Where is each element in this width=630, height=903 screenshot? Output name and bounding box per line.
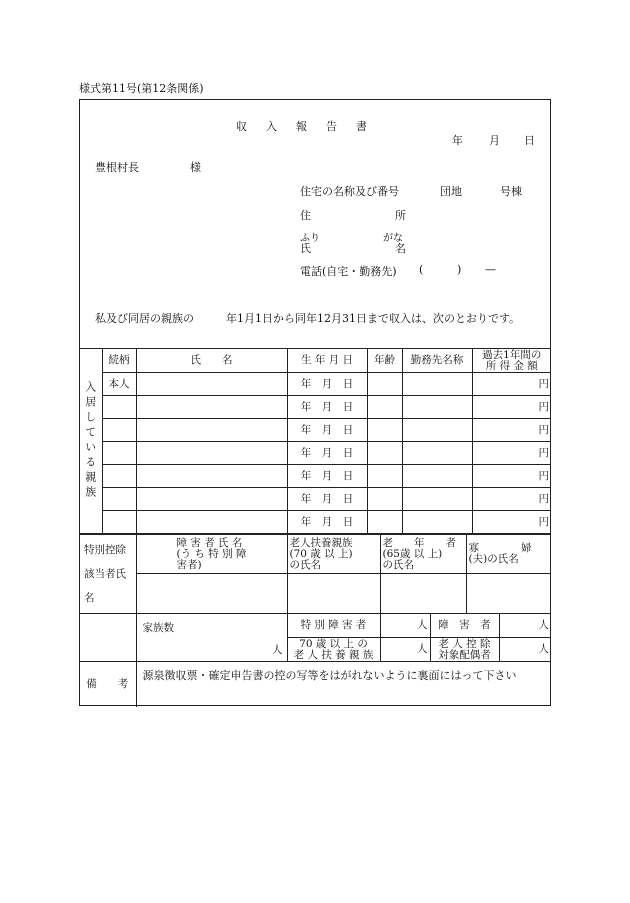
disabled-names-field[interactable] — [136, 574, 287, 614]
elderly-header — [380, 535, 466, 574]
disabled-count[interactable]: 人 — [499, 614, 551, 638]
name-cell[interactable] — [136, 511, 287, 534]
widow-header — [466, 535, 551, 574]
relation-cell[interactable] — [102, 465, 136, 488]
deduction-label-2: 該当者氏 — [84, 568, 126, 581]
header-income-line2: 所 得 金 額 — [485, 359, 538, 372]
name-cell[interactable] — [136, 419, 287, 442]
name-label-2: 名 — [395, 242, 406, 255]
table-row — [79, 488, 551, 511]
table-row — [79, 373, 551, 396]
age-cell[interactable] — [367, 373, 402, 396]
birthdate-cell[interactable]: 年 月 日 — [287, 396, 367, 419]
header-income — [472, 349, 551, 373]
birthdate-cell[interactable]: 年 月 日 — [287, 511, 367, 534]
address-label-1: 住 — [300, 209, 311, 222]
workplace-cell[interactable] — [402, 396, 472, 419]
birthdate-cell[interactable]: 年 月 日 — [287, 488, 367, 511]
disabled-header-3: 害者) — [176, 558, 202, 571]
elderly-names-field[interactable] — [380, 574, 466, 614]
disabled-header — [136, 535, 287, 574]
over70-label-1: 70 歳 以 上 の — [299, 637, 368, 650]
count-table — [79, 613, 551, 662]
elderly-dependent-1: 老人扶養親族 — [289, 536, 353, 549]
count-blank-cell — [79, 614, 136, 662]
widow-2: (夫)の氏名 — [468, 553, 519, 565]
family-side-label: 入居している親族 — [83, 381, 97, 501]
workplace-cell[interactable] — [402, 373, 472, 396]
statement-part2: 年1月1日から同年12月31日まで収入は、次のとおりです。 — [226, 312, 521, 325]
phone-paren-close: ) — [457, 263, 462, 276]
workplace-cell[interactable] — [402, 488, 472, 511]
elderly-2: (65歳 以 上) — [382, 547, 443, 560]
addressee-name: 豊根村長 — [95, 161, 139, 174]
birthdate-cell[interactable]: 年 月 日 — [287, 442, 367, 465]
remarks-label: 備 考 — [79, 662, 136, 707]
income-cell[interactable]: 円 — [472, 465, 551, 488]
form-number: 様式第11号(第12条関係) — [79, 82, 204, 95]
elderly-dependent-header — [287, 535, 380, 574]
age-cell[interactable] — [367, 396, 402, 419]
workplace-cell[interactable] — [402, 442, 472, 465]
header-birthdate: 生 年 月 日 — [287, 349, 367, 373]
phone-paren-open: ( — [419, 263, 424, 276]
deduction-table — [79, 534, 551, 614]
header-relation: 続柄 — [102, 349, 136, 373]
relation-cell[interactable] — [102, 488, 136, 511]
disabled-header-2: (う ち 特 別 障 — [176, 547, 247, 560]
income-cell[interactable]: 円 — [472, 396, 551, 419]
table-row — [79, 465, 551, 488]
income-cell[interactable]: 円 — [472, 419, 551, 442]
family-side-label-cell — [79, 349, 102, 534]
over70-count[interactable]: 人 — [380, 638, 430, 662]
header-income-line1: 過去1年間の — [482, 348, 542, 361]
family-count-unit: 人 — [272, 644, 283, 656]
phone-label: 電話(自宅・勤務先) — [300, 265, 397, 278]
elderly-spouse-label-2: 対象配偶者 — [438, 648, 491, 661]
elderly-spouse-count[interactable]: 人 — [499, 638, 551, 662]
header-age: 年齢 — [367, 349, 402, 373]
phone-dash: — — [485, 263, 496, 276]
over70-label-2: 老 人 扶 養 親 族 — [293, 648, 374, 661]
deduction-label-cell — [79, 535, 136, 614]
income-cell[interactable]: 円 — [472, 442, 551, 465]
addressee-honorific: 様 — [190, 161, 201, 174]
form-title: 収 入 報 告 書 — [236, 120, 371, 133]
birthdate-cell[interactable]: 年 月 日 — [287, 419, 367, 442]
relation-cell[interactable]: 本人 — [102, 373, 136, 396]
workplace-cell[interactable] — [402, 511, 472, 534]
date-month[interactable]: 月 — [489, 134, 500, 147]
relation-cell[interactable] — [102, 419, 136, 442]
age-cell[interactable] — [367, 488, 402, 511]
date-year[interactable]: 年 — [452, 134, 463, 147]
family-count-label: 家族数 — [142, 622, 174, 634]
name-cell[interactable] — [136, 442, 287, 465]
family-table — [79, 348, 551, 534]
family-count-cell[interactable] — [136, 614, 287, 662]
income-cell[interactable]: 円 — [472, 373, 551, 396]
deduction-label-3: 名 — [84, 592, 95, 605]
elderly-dependent-3: の氏名 — [289, 558, 321, 571]
relation-cell[interactable] — [102, 396, 136, 419]
disabled-label: 障 害 者 — [430, 614, 499, 638]
special-disabled-label: 特 別 障 害 者 — [287, 614, 380, 638]
elderly-1: 老 年 者 — [382, 536, 456, 549]
table-row — [79, 396, 551, 419]
name-cell[interactable] — [136, 396, 287, 419]
income-cell[interactable]: 円 — [472, 511, 551, 534]
housing-gou[interactable]: 号棟 — [500, 185, 522, 198]
income-cell[interactable]: 円 — [472, 488, 551, 511]
elderly-dependent-2: (70 歳 以 上) — [289, 547, 353, 560]
table-row — [79, 419, 551, 442]
housing-danchi[interactable]: 団地 — [440, 185, 462, 198]
widow-names-field[interactable] — [466, 574, 551, 614]
birthdate-cell[interactable]: 年 月 日 — [287, 465, 367, 488]
relation-cell[interactable] — [102, 442, 136, 465]
table-row — [79, 511, 551, 534]
age-cell[interactable] — [367, 442, 402, 465]
workplace-cell[interactable] — [402, 419, 472, 442]
elderly-spouse-label — [430, 638, 499, 662]
housing-label: 住宅の名称及び番号 — [300, 185, 399, 198]
age-cell[interactable] — [367, 419, 402, 442]
elderly-dependent-names-field[interactable] — [287, 574, 380, 614]
name-label-1: 氏 — [300, 242, 311, 255]
date-day[interactable]: 日 — [524, 134, 535, 147]
workplace-cell[interactable] — [402, 465, 472, 488]
name-cell[interactable] — [136, 373, 287, 396]
widow-1: 寡 婦 — [468, 542, 532, 554]
address-label-2: 所 — [395, 209, 406, 222]
over70-label — [287, 638, 380, 662]
elderly-3: の氏名 — [382, 558, 414, 571]
name-cell[interactable] — [136, 488, 287, 511]
age-cell[interactable] — [367, 465, 402, 488]
furigana-label-2: がな — [383, 233, 403, 244]
age-cell[interactable] — [367, 511, 402, 534]
header-name: 氏 名 — [136, 349, 287, 373]
elderly-spouse-label-1: 老 人 控 除 — [438, 637, 491, 650]
remarks-table — [79, 661, 551, 707]
relation-cell[interactable] — [102, 511, 136, 534]
deduction-label-1: 特別控除 — [84, 544, 126, 557]
furigana-label-1: ふり — [300, 233, 320, 244]
remarks-text[interactable]: 源泉徴収票・確定申告書の控の写等をはがれないように裏面にはって下さい — [136, 662, 551, 707]
birthdate-cell[interactable]: 年 月 日 — [287, 373, 367, 396]
header-workplace: 勤務先名称 — [402, 349, 472, 373]
name-cell[interactable] — [136, 465, 287, 488]
disabled-header-1: 障 害 者 氏 名 — [176, 536, 243, 549]
statement-part1: 私及び同居の親族の — [95, 312, 194, 325]
table-row — [79, 442, 551, 465]
special-disabled-count[interactable]: 人 — [380, 614, 430, 638]
